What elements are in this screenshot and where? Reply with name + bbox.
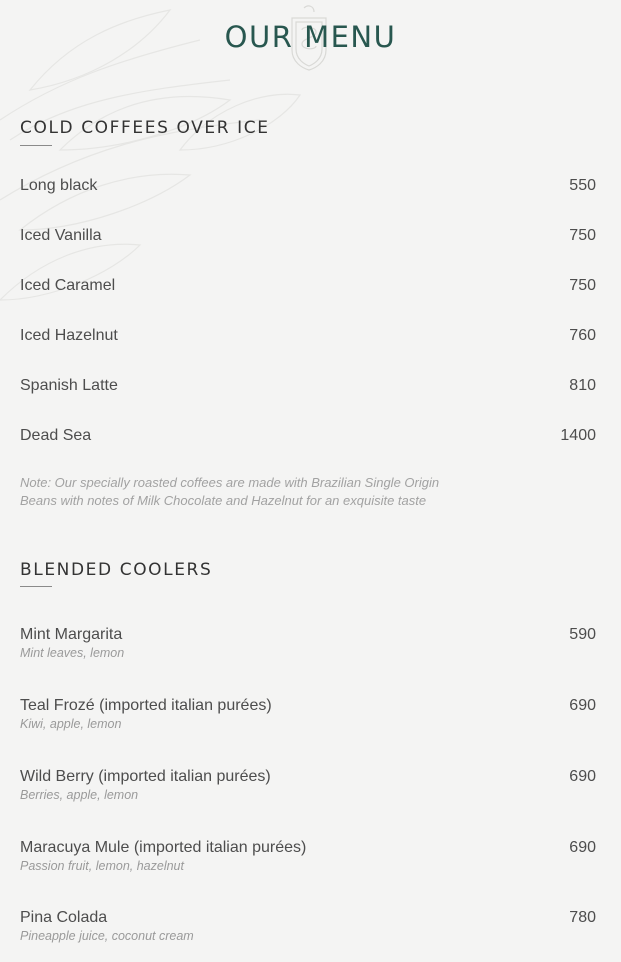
item-name-line [20,697,272,715]
item-price: 780 [569,909,596,926]
item-name-line [20,626,122,644]
item-name: Iced Caramel [20,277,116,294]
item-name: Pina Colada [20,909,108,926]
section-title-blended-coolers: BLENDED COOLERS [20,560,213,580]
item-name: Long black [20,177,98,194]
item-name-line [20,768,271,786]
item-price: 690 [569,768,596,785]
item-note: (imported italian purées) [129,839,307,856]
item-description: Berries, apple, lemon [20,788,139,802]
item-price: 750 [569,227,596,244]
coffee-note [20,474,580,510]
note-line: Beans with notes of Milk Chocolate and Hazelnut for an exquisite taste [20,493,427,508]
item-price: 760 [569,327,596,344]
section-divider [20,586,52,587]
item-note: (imported italian purées) [93,768,271,785]
item-name: Wild Berry [20,768,94,785]
item-price: 690 [569,839,596,856]
item-price: 810 [569,377,596,394]
item-name: Dead Sea [20,427,92,444]
item-name-line [20,839,306,857]
item-name: Teal Frozé [20,697,95,714]
item-description: Passion fruit, lemon, hazelnut [20,859,184,873]
item-price: 750 [569,277,596,294]
item-name: Iced Hazelnut [20,327,118,344]
item-price: 590 [569,626,596,643]
item-price: 1400 [560,427,596,444]
menu-header [0,0,621,80]
item-price: 550 [569,177,596,194]
section-divider [20,145,52,146]
item-price: 690 [569,697,596,714]
item-name: Maracuya Mule [20,839,130,856]
page-title: OUR MENU [224,20,397,54]
item-description: Kiwi, apple, lemon [20,717,122,731]
note-line: Note: Our specially roasted coffees are made with Brazilian Single Origin [20,475,440,490]
item-name: Iced Vanilla [20,227,102,244]
item-description: Mint leaves, lemon [20,646,125,660]
item-description: Pineapple juice, coconut cream [20,929,194,943]
section-title-cold-coffees: COLD COFFEES OVER ICE [20,118,270,138]
item-name: Mint Margarita [20,626,123,643]
item-name: Spanish Latte [20,377,118,394]
item-note: (imported italian purées) [94,697,272,714]
item-name-line [20,909,107,927]
